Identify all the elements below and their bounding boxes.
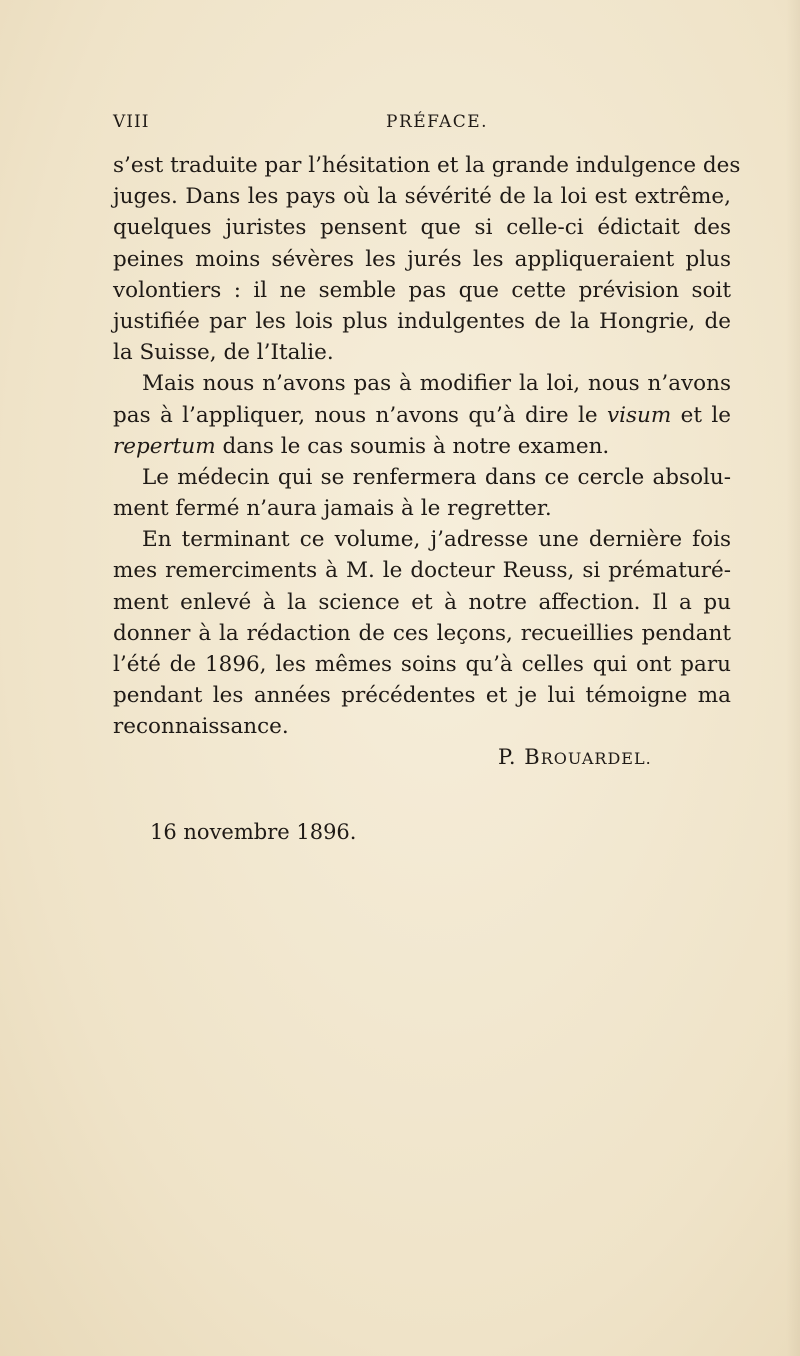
preface-body	[113, 150, 741, 743]
text-line: justifiée par les lois plus indulgentes de la Hongrie, de	[113, 308, 731, 334]
text-line: s’est traduite par l’hésitation et la grande indulgence des	[113, 153, 741, 178]
text-run: et le	[671, 402, 731, 428]
page-number: VIII	[113, 112, 150, 132]
text-line	[113, 431, 731, 462]
running-head: PRÉFACE.	[386, 112, 489, 132]
text-run: dans le cas soumis à notre examen.	[215, 433, 610, 459]
text-line: pendant les années précédentes et je lui témoigne ma	[113, 683, 731, 709]
text-line: quelques juristes pensent que si celle-ci édictait des	[113, 215, 731, 241]
text-line: reconnaissance.	[113, 714, 289, 740]
italic-term-repertum: repertum	[113, 433, 216, 459]
signature-initial: P.	[498, 745, 517, 769]
author-signature	[498, 745, 652, 769]
signature-name-rest: ROUARDEL.	[540, 749, 652, 768]
text-line: Mais nous n’avons pas à modifier la loi, nous n’avons	[142, 371, 731, 397]
text-line: juges. Dans les pays où la sévérité de la loi est extrême,	[113, 184, 731, 210]
text-line: donner à la rédaction de ces leçons, recueillies pendant	[113, 620, 731, 646]
text-line: ment enlevé à la science et à notre affection. Il a pu	[113, 589, 731, 615]
text-line: la Suisse, de l’Italie.	[113, 340, 334, 366]
text-line	[113, 400, 731, 431]
page-header	[113, 112, 713, 138]
text-line: l’été de 1896, les mêmes soins qu’à celles qui ont paru	[113, 652, 731, 677]
text-line: volontiers : il ne semble pas que cette prévision soit	[113, 277, 731, 303]
text-line: En terminant ce volume, j’adresse une dernière fois	[142, 527, 731, 553]
text-line: peines moins sévères les jurés les appliqueraient plus	[113, 246, 731, 272]
italic-term-visum: visum	[606, 402, 672, 428]
text-line: Le médecin qui se renfermera dans ce cercle absolu-	[142, 464, 731, 490]
text-line: mes remerciments à M. le docteur Reuss, si prématuré-	[113, 558, 731, 584]
text-line: ment fermé n’aura jamais à le regretter.	[113, 496, 552, 522]
date-line: 16 novembre 1896.	[150, 820, 357, 844]
text-run: pas à l’appliquer, nous n’avons qu’à dire le	[113, 402, 607, 428]
signature-name-first-letter: B	[524, 745, 541, 769]
